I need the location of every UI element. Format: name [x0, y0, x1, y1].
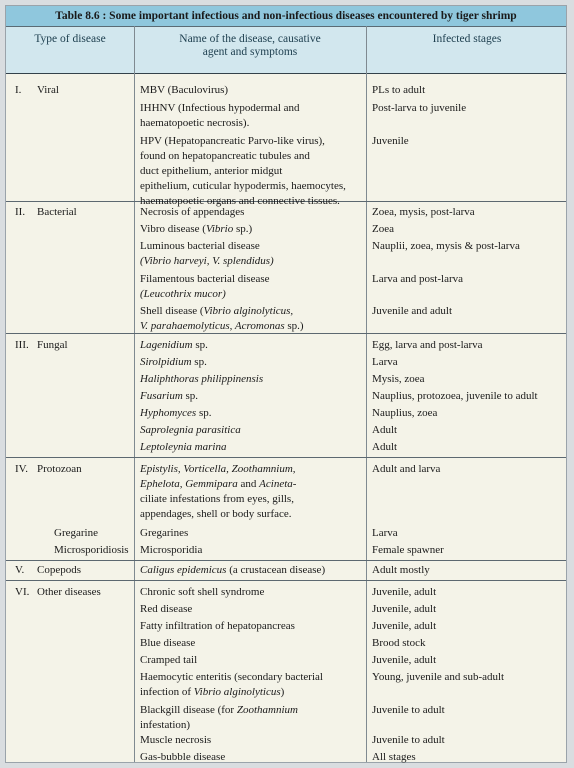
disease-name: HPV (Hepatopancreatic Parvo-like virus), found on hepatopancreatic tubules and duct epithelium, anterior midgut epithelium, cuticular hypodermis, haemocytes, haematopoetic organs and connective tissues. [140, 135, 346, 207]
infected-stage: Juvenile, adult [372, 654, 437, 666]
disease-name: Sirolpidium sp. [140, 356, 207, 368]
infected-stage: Juvenile [372, 135, 409, 147]
category-label: II. Bacterial [15, 206, 77, 218]
header-stages: Infected stages [432, 33, 502, 45]
subcategory-label: Gregarine [54, 527, 98, 539]
category-label [15, 83, 59, 98]
infected-stage: Juvenile, adult [372, 603, 437, 615]
disease-name: Blackgill disease (for Zoothamnium infestation) [140, 704, 298, 731]
subcategory-label: Microsporidiosis [54, 544, 129, 556]
disease-name: Haemocytic enteritis (secondary bacterial infection of Vibrio alginolyticus) [140, 671, 323, 698]
infected-stage: Adult mostly [372, 564, 430, 576]
disease-name: Leptoleynia marina [140, 441, 227, 453]
document-page [5, 5, 567, 763]
section-protozoan [6, 458, 566, 561]
disease-name: Shell disease (Vibrio alginolyticus, V. parahaemolyticus, Acromonas sp.) [140, 305, 304, 332]
disease-name: Chronic soft shell syndrome [140, 586, 265, 598]
infected-stage: Young, juvenile and sub-adult [372, 671, 505, 683]
disease-name: Saprolegnia parasitica [140, 424, 241, 436]
infected-stage: Juvenile to adult [372, 704, 445, 716]
infected-stage: Egg, larva and post-larva [372, 339, 483, 351]
header-type: Type of disease [34, 33, 106, 45]
disease-name: Hyphomyces sp. [140, 407, 212, 419]
category-label: V. Copepods [15, 564, 81, 576]
infected-stage: Zoea, mysis, post-larva [372, 206, 475, 218]
header-name-line1: Name of the disease, causative [179, 33, 321, 45]
header-name [134, 33, 366, 59]
infected-stage: Zoea [372, 223, 394, 235]
disease-name: Red disease [140, 603, 193, 615]
disease-name: Filamentous bacterial disease (Leucothrix mucor) [140, 273, 270, 300]
section-bacterial [6, 202, 566, 334]
infected-stage: Mysis, zoea [372, 373, 425, 385]
disease-name: Cramped tail [140, 654, 198, 666]
disease-name: Muscle necrosis [140, 734, 212, 746]
disease-name: MBV (Baculovirus) [140, 84, 229, 96]
disease-name: Fusarium sp. [140, 390, 199, 402]
disease-name: Luminous bacterial disease (Vibrio harveyi, V. splendidus) [140, 240, 274, 267]
infected-stage: All stages [372, 751, 416, 763]
disease-name: Blue disease [140, 637, 196, 649]
infected-stage: Nauplii, zoea, mysis & post-larva [372, 240, 520, 252]
infected-stage: Larva and post-larva [372, 273, 464, 285]
infected-stage: Adult [372, 441, 398, 453]
infected-stage: Post-larva to juvenile [372, 102, 467, 114]
disease-name: Gregarines [140, 527, 189, 539]
category-label: IV. Protozoan [15, 463, 82, 475]
infected-stage: Larva [372, 527, 398, 539]
disease-name: Gas-bubble disease [140, 751, 226, 763]
section-fungal [6, 334, 566, 458]
infected-stage: Adult [372, 424, 398, 436]
infected-stage: Adult and larva [372, 463, 441, 475]
disease-name: Microsporidia [140, 544, 203, 556]
infected-stage: Juvenile and adult [372, 305, 453, 317]
infected-stage: Juvenile to adult [372, 734, 445, 746]
infected-stage: PLs to adult [372, 84, 426, 96]
disease-name: IHHNV (Infectious hypodermal and haematopoetic necrosis). [140, 102, 300, 129]
disease-name: Caligus epidemicus (a crustacean disease) [140, 564, 326, 576]
infected-stage: Nauplius, protozoea, juvenile to adult [372, 390, 538, 402]
infected-stage: Juvenile, adult [372, 620, 437, 632]
table-title: Table 8.6 : Some important infectious and non-infectious diseases encountered by tiger shrimp [6, 6, 566, 27]
table-header [6, 27, 566, 74]
category-number: I. [15, 84, 22, 96]
disease-name: Fatty infiltration of hepatopancreas [140, 620, 295, 632]
infected-stage: Female spawner [372, 544, 444, 556]
disease-name: Lagenidium sp. [140, 339, 208, 351]
header-name-line2: agent and symptoms [202, 46, 298, 58]
section-other [6, 581, 566, 765]
infected-stage: Juvenile, adult [372, 586, 437, 598]
disease-name: Necrosis of appendages [140, 206, 245, 218]
infected-stage: Nauplius, zoea [372, 407, 438, 419]
disease-name: Vibro disease (Vibrio sp.) [140, 223, 253, 235]
category-label: III. Fungal [15, 339, 68, 351]
disease-name: Epistylis, Vorticella, Zoothamnium, Ephelota, Gemmipara and Acineta- ciliate infestations from eyes, gills, appendages, shell or body surface. [140, 463, 297, 520]
infected-stage: Brood stock [372, 637, 426, 649]
category-name: Viral [37, 84, 59, 96]
section-copepods [6, 561, 566, 581]
disease-name: Haliphthoras philippinensis [140, 373, 264, 385]
section-viral [6, 74, 566, 207]
category-label: VI. Other diseases [15, 586, 101, 598]
infected-stage: Larva [372, 356, 398, 368]
